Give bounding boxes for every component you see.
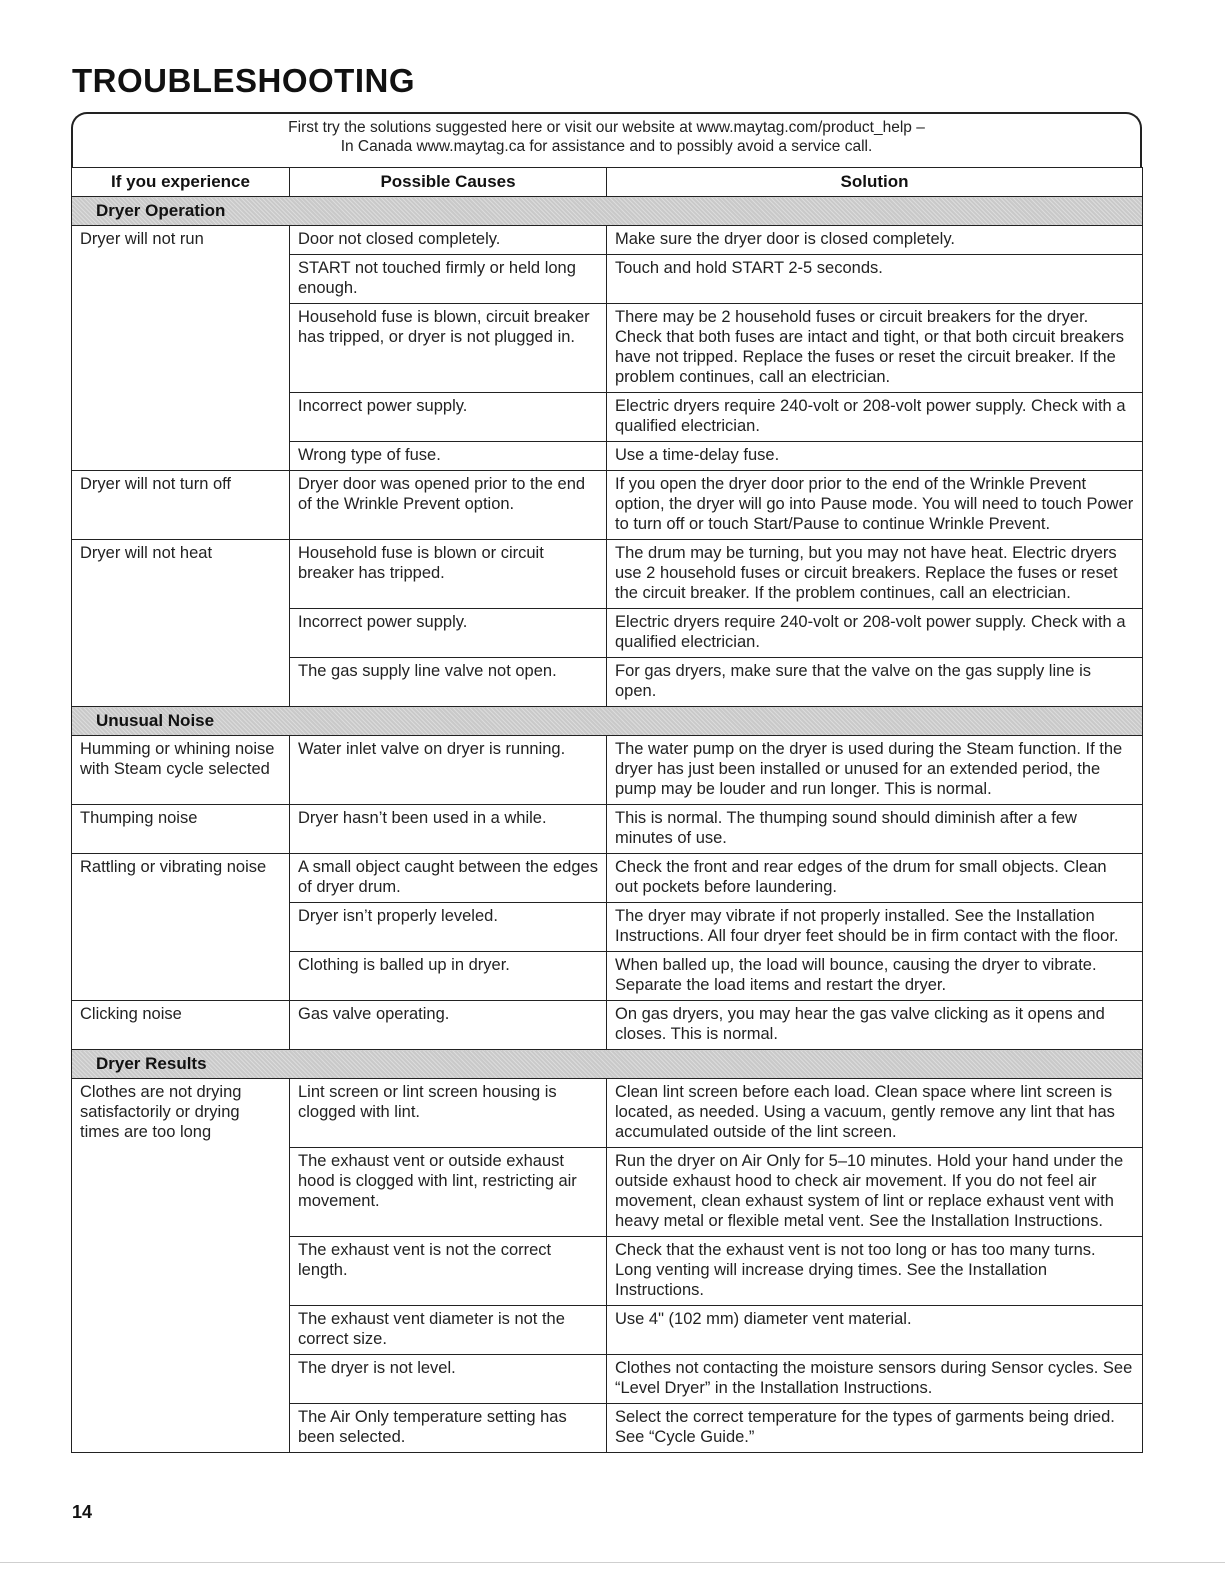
table-row bbox=[72, 1079, 1143, 1148]
cause-cell: The Air Only temperature setting has been selected. bbox=[290, 1404, 607, 1453]
solution-cell: Clothes not contacting the moisture sensors during Sensor cycles. See “Level Dryer” in the Installation Instructions. bbox=[607, 1355, 1143, 1404]
solution-cell: When balled up, the load will bounce, causing the dryer to vibrate. Separate the load items and restart the dryer. bbox=[607, 952, 1143, 1001]
solution-cell: Run the dryer on Air Only for 5–10 minutes. Hold your hand under the outside exhaust hood to check air movement. If you do not feel air movement, clean exhaust system of lint or replace exhaust vent with heavy metal or flexible metal vent. See the Installation Instructions. bbox=[607, 1148, 1143, 1237]
page-title: TROUBLESHOOTING bbox=[72, 62, 415, 99]
solution-cell: On gas dryers, you may hear the gas valve clicking as it opens and closes. This is normal. bbox=[607, 1001, 1143, 1050]
cause-cell: START not touched firmly or held long enough. bbox=[290, 255, 607, 304]
symptom-cell: Dryer will not run bbox=[72, 226, 290, 471]
intro-line-2: In Canada www.maytag.ca for assistance and to possibly avoid a service call. bbox=[340, 138, 873, 155]
cause-cell: Incorrect power supply. bbox=[290, 609, 607, 658]
cause-cell: Household fuse is blown, circuit breaker has tripped, or dryer is not plugged in. bbox=[290, 304, 607, 393]
cause-cell: Wrong type of fuse. bbox=[290, 442, 607, 471]
solution-cell: Use a time-delay fuse. bbox=[607, 442, 1143, 471]
symptom-cell: Thumping noise bbox=[72, 805, 290, 854]
symptom-cell: Rattling or vibrating noise bbox=[72, 854, 290, 1001]
table-header-row bbox=[72, 168, 1143, 197]
header-solution: Solution bbox=[607, 168, 1143, 197]
cause-cell: Water inlet valve on dryer is running. bbox=[290, 736, 607, 805]
section-header-row bbox=[72, 707, 1143, 736]
section-header-row bbox=[72, 1050, 1143, 1079]
table-row bbox=[72, 1001, 1143, 1050]
cause-cell: The exhaust vent or outside exhaust hood is clogged with lint, restricting air movement. bbox=[290, 1148, 607, 1237]
table-row bbox=[72, 736, 1143, 805]
table-row bbox=[72, 226, 1143, 255]
bottom-rule bbox=[0, 1562, 1225, 1563]
section-title: Dryer Results bbox=[72, 1050, 1143, 1079]
solution-cell: For gas dryers, make sure that the valve on the gas supply line is open. bbox=[607, 658, 1143, 707]
solution-cell: The dryer may vibrate if not properly installed. See the Installation Instructions. All four dryer feet should be in firm contact with the floor. bbox=[607, 903, 1143, 952]
solution-cell: Electric dryers require 240-volt or 208-volt power supply. Check with a qualified electrician. bbox=[607, 393, 1143, 442]
cause-cell: Dryer door was opened prior to the end of the Wrinkle Prevent option. bbox=[290, 471, 607, 540]
symptom-cell: Clothes are not drying satisfactorily or drying times are too long bbox=[72, 1079, 290, 1453]
header-experience: If you experience bbox=[72, 168, 290, 197]
cause-cell: Clothing is balled up in dryer. bbox=[290, 952, 607, 1001]
cause-cell: Dryer isn’t properly leveled. bbox=[290, 903, 607, 952]
solution-cell: Electric dryers require 240-volt or 208-volt power supply. Check with a qualified electrician. bbox=[607, 609, 1143, 658]
troubleshooting-table bbox=[71, 167, 1143, 1453]
table-row bbox=[72, 471, 1143, 540]
symptom-cell: Humming or whining noise with Steam cycle selected bbox=[72, 736, 290, 805]
cause-cell: Gas valve operating. bbox=[290, 1001, 607, 1050]
solution-cell: The water pump on the dryer is used during the Steam function. If the dryer has just been installed or unused for an extended period, the pump may be louder and run longer. This is normal. bbox=[607, 736, 1143, 805]
intro-line-1: First try the solutions suggested here or visit our website at www.maytag.com/product_help – bbox=[288, 119, 925, 136]
cause-cell: Incorrect power supply. bbox=[290, 393, 607, 442]
cause-cell: The exhaust vent diameter is not the correct size. bbox=[290, 1306, 607, 1355]
cause-cell: Household fuse is blown or circuit breaker has tripped. bbox=[290, 540, 607, 609]
cause-cell: The exhaust vent is not the correct length. bbox=[290, 1237, 607, 1306]
page-number: 14 bbox=[72, 1502, 93, 1522]
table-row bbox=[72, 540, 1143, 609]
solution-cell: Check that the exhaust vent is not too long or has too many turns. Long venting will increase drying times. See the Installation Instructions. bbox=[607, 1237, 1143, 1306]
solution-cell: This is normal. The thumping sound should diminish after a few minutes of use. bbox=[607, 805, 1143, 854]
table-row bbox=[72, 805, 1143, 854]
solution-cell: Make sure the dryer door is closed completely. bbox=[607, 226, 1143, 255]
solution-cell: Check the front and rear edges of the drum for small objects. Clean out pockets before laundering. bbox=[607, 854, 1143, 903]
solution-cell: The drum may be turning, but you may not have heat. Electric dryers use 2 household fuses or circuit breakers. Replace the fuses or reset the circuit breaker. If the problem continues, call an electrician. bbox=[607, 540, 1143, 609]
cause-cell: Lint screen or lint screen housing is clogged with lint. bbox=[290, 1079, 607, 1148]
intro-text bbox=[71, 118, 1142, 156]
solution-cell: If you open the dryer door prior to the end of the Wrinkle Prevent option, the dryer will go into Pause mode. You will need to touch Power to turn off or touch Start/Pause to continue Wrinkle Prevent. bbox=[607, 471, 1143, 540]
cause-cell: The dryer is not level. bbox=[290, 1355, 607, 1404]
header-causes: Possible Causes bbox=[290, 168, 607, 197]
symptom-cell: Clicking noise bbox=[72, 1001, 290, 1050]
cause-cell: The gas supply line valve not open. bbox=[290, 658, 607, 707]
section-header-row bbox=[72, 197, 1143, 226]
solution-cell: Touch and hold START 2-5 seconds. bbox=[607, 255, 1143, 304]
section-title: Dryer Operation bbox=[72, 197, 1143, 226]
solution-cell: Use 4" (102 mm) diameter vent material. bbox=[607, 1306, 1143, 1355]
section-title: Unusual Noise bbox=[72, 707, 1143, 736]
solution-cell: There may be 2 household fuses or circuit breakers for the dryer. Check that both fuses are intact and tight, or that both circuit breakers have not tripped. Replace the fuses or reset the circuit breaker. If the problem continues, call an electrician. bbox=[607, 304, 1143, 393]
solution-cell: Clean lint screen before each load. Clean space where lint screen is located, as needed. Using a vacuum, gently remove any lint that has accumulated outside of the lint screen. bbox=[607, 1079, 1143, 1148]
cause-cell: Door not closed completely. bbox=[290, 226, 607, 255]
solution-cell: Select the correct temperature for the types of garments being dried. See “Cycle Guide.” bbox=[607, 1404, 1143, 1453]
symptom-cell: Dryer will not turn off bbox=[72, 471, 290, 540]
cause-cell: A small object caught between the edges of dryer drum. bbox=[290, 854, 607, 903]
table-row bbox=[72, 854, 1143, 903]
symptom-cell: Dryer will not heat bbox=[72, 540, 290, 707]
cause-cell: Dryer hasn’t been used in a while. bbox=[290, 805, 607, 854]
